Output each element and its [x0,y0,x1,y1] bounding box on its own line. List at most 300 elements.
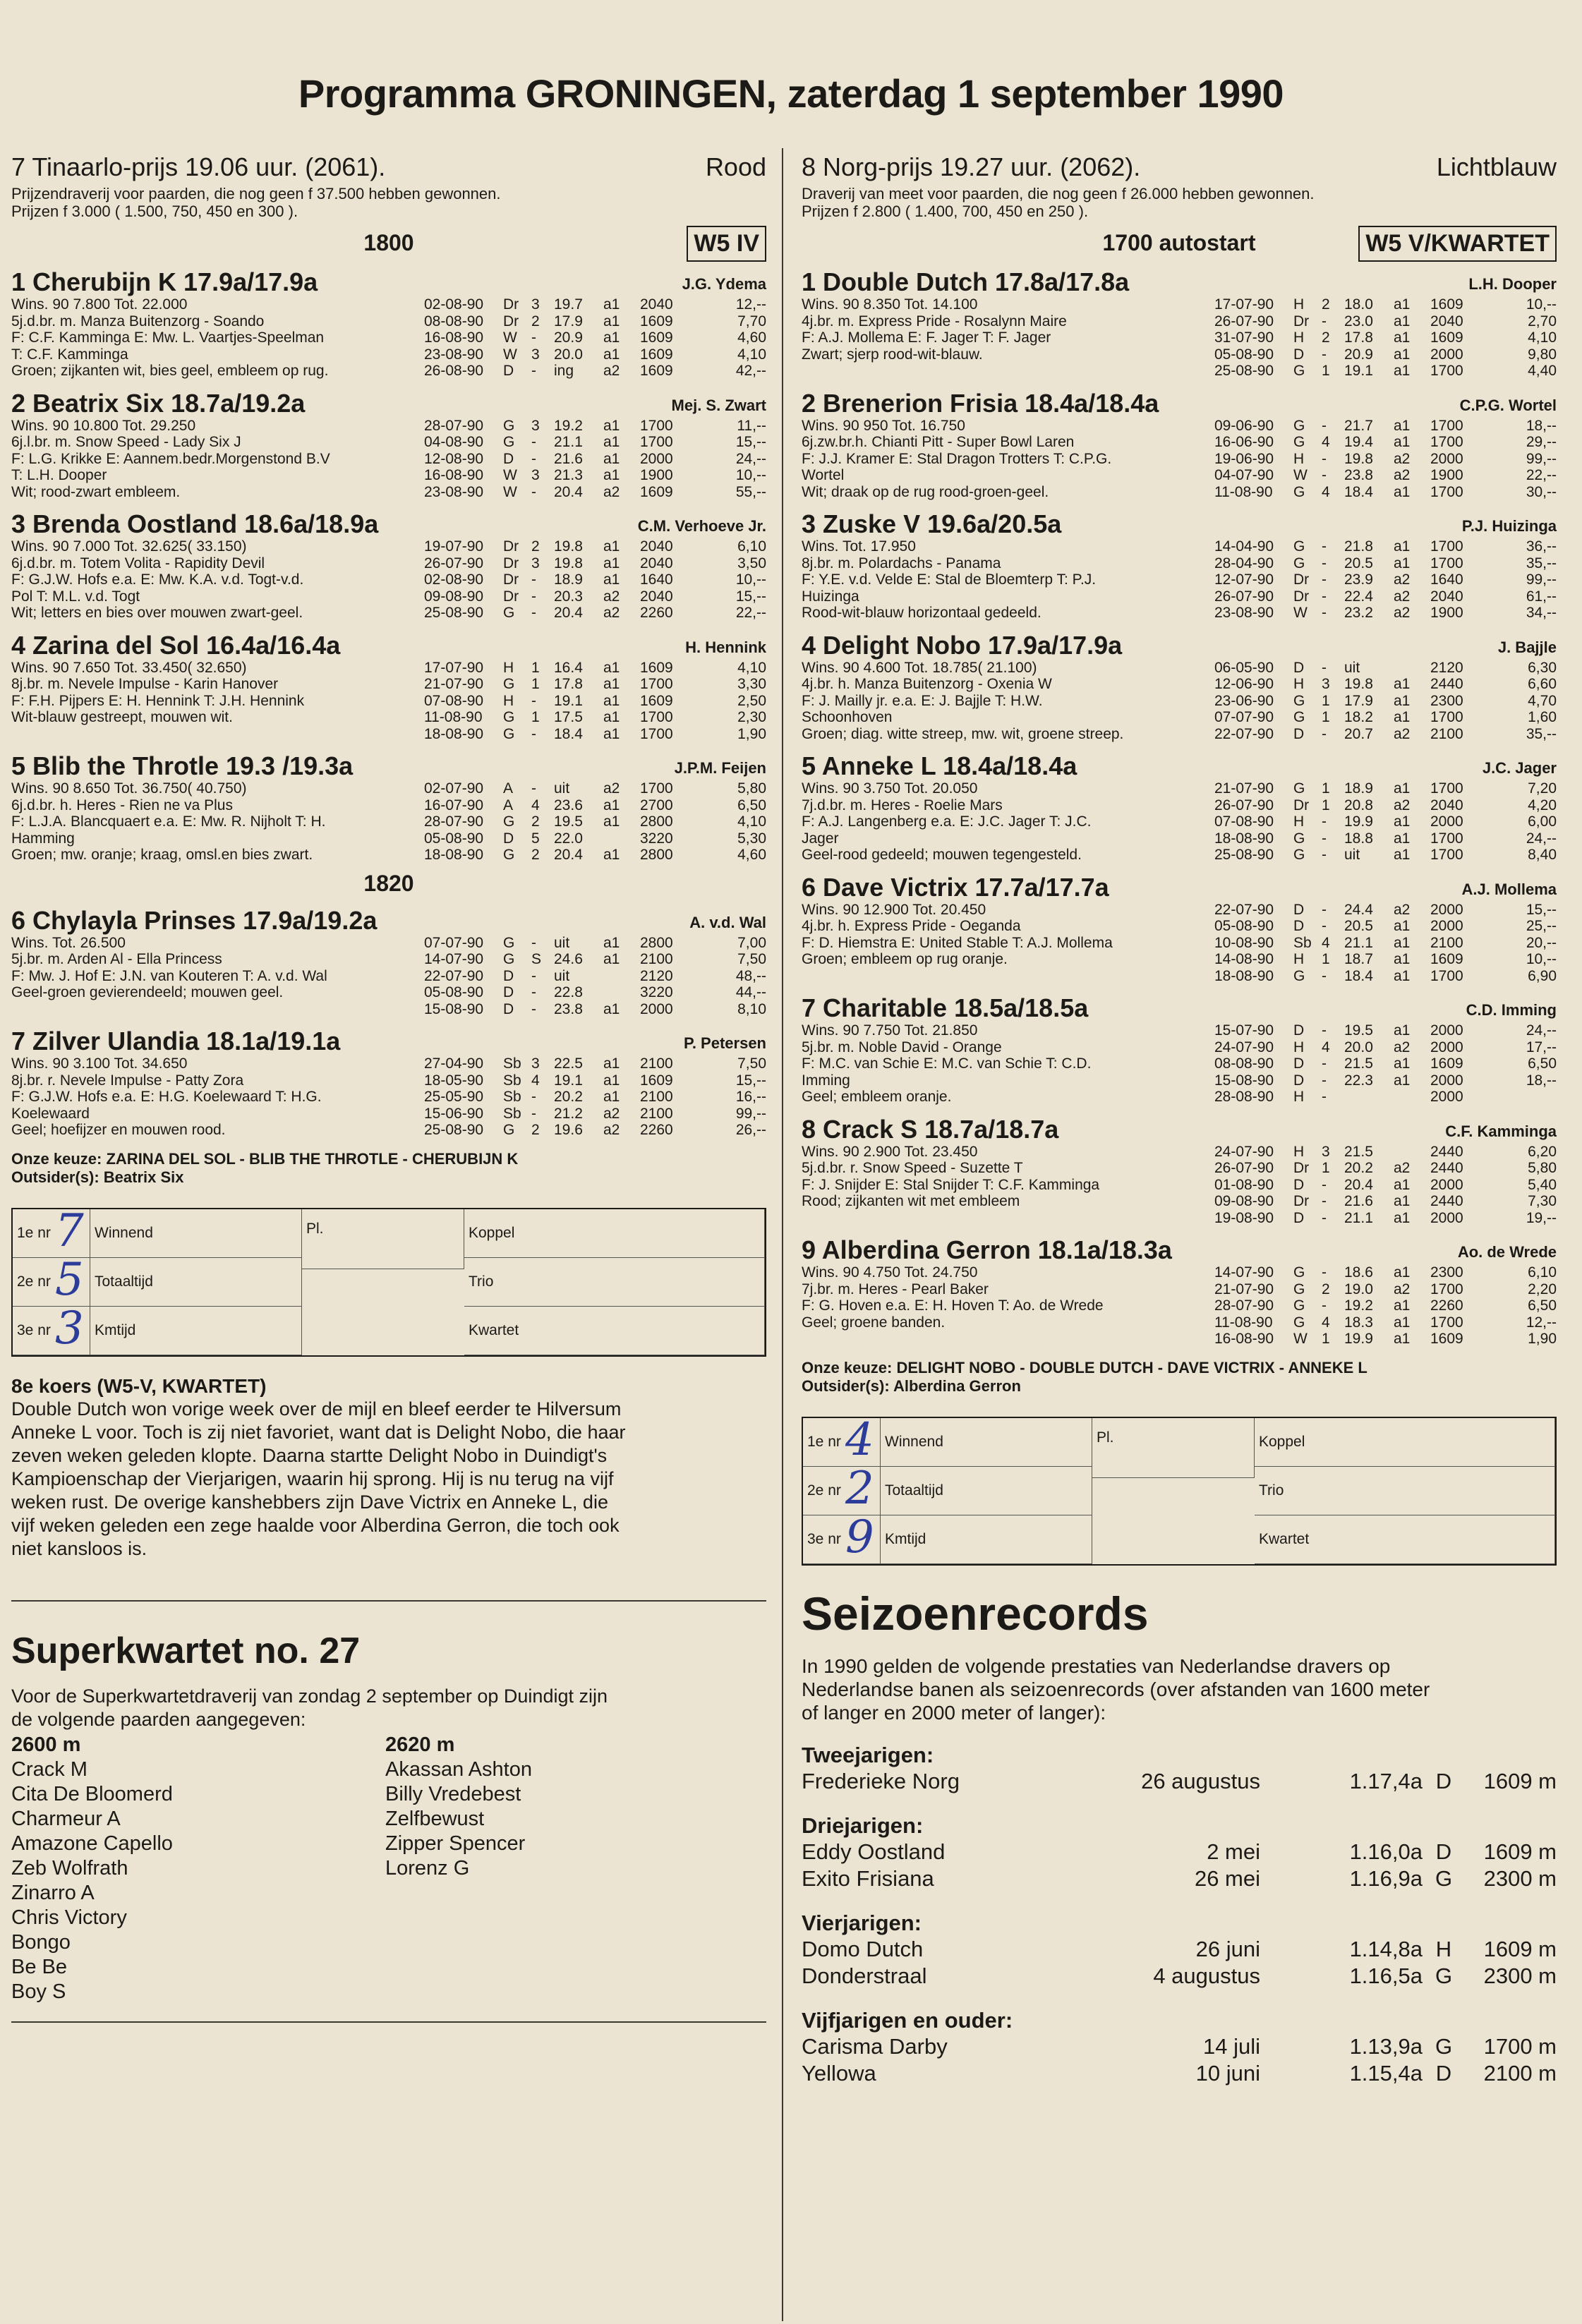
result-place: - [1322,450,1327,467]
result-place: 1 [1322,1331,1330,1347]
horse-info-line: 6j.l.br. m. Snow Speed - Lady Six J [11,434,241,450]
record-time: 1.16,9a [1349,1865,1423,1891]
result-time: 21.6 [1344,1193,1373,1209]
result-distance: 1700 [1430,780,1463,797]
superkwartet-horse: Be Be [11,1955,67,1978]
result-place: S [531,951,542,967]
result-track: G [1293,483,1305,500]
result-place: 1 [531,659,540,676]
result-time: 19.4 [1344,434,1373,450]
result-distance: 2040 [640,588,673,605]
result-date: 26-07-90 [424,555,484,571]
result-place: 4 [1322,1314,1330,1331]
result-place: - [1322,1055,1327,1072]
horse-info-line: Wins. 90 8.650 Tot. 36.750( 40.750) [11,780,247,797]
superkwartet-horse: Zelfbewust [385,1807,485,1830]
result-place: - [1322,417,1327,434]
handwritten-number: 4 [845,1413,874,1466]
kwartet-label: Kwartet [1255,1515,1555,1564]
result-start: a1 [603,313,620,329]
result-distance: 2000 [1430,1022,1463,1039]
horse-trainer: C.D. Imming [1466,1001,1557,1019]
result-date: 28-04-90 [1214,555,1274,571]
result-start: a1 [603,571,620,588]
result-place: - [1322,1193,1327,1209]
result-row [1214,797,1557,814]
horse-results [1214,780,1557,864]
result-place: - [531,967,536,984]
result-odds: 15,-- [735,434,766,450]
result-track: H [1293,329,1305,346]
result-distance: 2000 [1430,901,1463,918]
result-start: a1 [1394,434,1411,450]
result-distance: 1700 [1430,417,1463,434]
position-label [803,1511,881,1564]
result-track: Dr [1293,571,1310,588]
result-row [424,1072,766,1089]
result-odds: 11,-- [737,417,766,434]
horse-results [1214,1264,1557,1348]
result-odds: 5,80 [737,780,766,797]
result-start: a2 [603,588,620,605]
result-distance: 2100 [1430,934,1463,951]
result-place: - [1322,847,1327,863]
result-distance: 1700 [1430,555,1463,571]
result-odds: 6,10 [737,538,766,555]
horse-trainer: L.H. Dooper [1468,275,1557,293]
result-place: 3 [531,555,540,571]
result-row [1214,726,1557,743]
distance-separator: 1820 [363,870,414,896]
article-line: weken rust. De overige kanshebbers zijn Dave Victrix en Anneke L, die [11,1491,608,1513]
result-distance: 1640 [1430,571,1463,588]
result-track: H [503,659,514,676]
horse-info [11,296,424,380]
result-place: - [1322,813,1327,830]
result-row [424,484,766,501]
result-time: 21.5 [1344,1055,1373,1072]
result-distance: 2300 [1430,692,1463,709]
result-time: 19.9 [1344,813,1373,830]
superkwartet-intro [11,1685,766,1731]
race-conditions-line: Prijzendraverij voor paarden, die nog geen f 37.500 hebben gewonnen. [11,185,501,202]
result-place: 4 [1322,1039,1330,1055]
result-track: Dr [503,571,519,588]
result-time: 24.4 [1344,901,1373,918]
article-body [11,1398,766,1561]
result-track: Sb [503,1072,521,1089]
horse-name: 5 Anneke L 18.4a/18.4a [802,751,1077,780]
horse-details [802,296,1557,380]
result-date: 21-07-90 [1214,780,1274,797]
horse-name: 6 Chylayla Prinses 17.9a/19.2a [11,905,378,935]
horse-info-line: T: C.F. Kamminga [11,346,128,363]
result-place: - [531,1089,536,1105]
seizoenrecords-title: Seizoenrecords [802,1587,1149,1640]
result-date: 25-08-90 [1214,363,1274,379]
result-row [424,538,766,555]
horse-trainer: A. v.d. Wal [689,913,766,931]
horse-info-line: Zwart; sjerp rood-wit-blauw. [802,346,983,363]
result-start: a1 [1394,1193,1411,1209]
result-date: 01-08-90 [1214,1176,1274,1193]
horse-info [11,538,424,622]
horse-trainer: J.P.M. Feijen [674,759,766,777]
result-place: 3 [531,1055,540,1072]
result-row [424,296,766,313]
result-start: a1 [1394,967,1411,984]
result-distance: 3220 [640,830,673,847]
result-time: 20.4 [554,483,583,500]
result-time: 22.8 [554,984,583,1000]
result-odds: 10,-- [1526,951,1557,967]
race-section [11,148,766,1357]
result-date: 23-08-90 [1214,605,1274,621]
results-grid [802,1413,1557,1566]
outsider-text: Outsider(s): Alberdina Gerron [802,1376,1021,1395]
our-choice [11,1150,766,1187]
result-distance: 2000 [1430,1176,1463,1193]
result-track: D [503,967,514,984]
record-track: G [1435,2033,1453,2059]
horse-info-line: 7j.d.br. m. Heres - Roelie Mars [802,797,1003,813]
result-time: 20.5 [1344,555,1373,571]
article-line: Anneke L voor. Toch is zij niet favoriet, want dat is Delight Nobo, die haar [11,1421,626,1443]
result-place: - [1322,571,1327,588]
result-place: 4 [1322,483,1330,500]
result-place: - [1322,467,1327,483]
horse-info-line: Rood-wit-blauw horizontaal gedeeld. [802,605,1041,621]
result-row [424,726,766,743]
result-track: Dr [503,296,519,313]
horse-entry [11,1027,766,1139]
result-distance: 1700 [1430,434,1463,450]
horse-details [11,780,766,864]
result-place: - [531,329,536,346]
result-odds: 9,80 [1528,346,1557,363]
result-start: a2 [1394,588,1411,605]
result-date: 12-07-90 [1214,571,1274,588]
result-distance: 1609 [640,659,673,676]
horse-entry [11,268,766,380]
horse-info-line: Wit; draak op de rug rood-groen-geel. [802,483,1049,500]
result-start: a2 [1394,901,1411,918]
record-row [802,1865,1557,1892]
result-distance: 2260 [1430,1297,1463,1314]
result-row [1214,329,1557,346]
result-distance: 1609 [640,1072,673,1089]
result-row [1214,847,1557,864]
result-time: 20.2 [1344,1160,1373,1176]
result-odds: 25,-- [1526,918,1557,934]
horse-results [424,418,766,501]
result-date: 19-06-90 [1214,450,1274,467]
result-date: 18-08-90 [1214,967,1274,984]
result-odds: 16,-- [735,1089,766,1105]
result-place: 4 [1322,934,1330,951]
record-distance: 1609 m [1483,1839,1557,1864]
race-color: Rood [705,152,766,181]
result-place: - [1322,1089,1327,1105]
result-start: a1 [603,417,620,434]
record-distance: 1700 m [1483,2033,1557,2059]
result-odds: 5,30 [737,830,766,847]
superkwartet-horse: Lorenz G [385,1856,470,1880]
result-date: 05-08-90 [1214,918,1274,934]
horse-results [1214,902,1557,985]
result-row [1214,467,1557,484]
horse-details [802,538,1557,622]
result-distance: 2040 [640,555,673,571]
distance-row [11,223,766,268]
result-date: 26-07-90 [1214,797,1274,813]
horse-info-line: F: M.C. van Schie E: M.C. van Schie T: C.D. [802,1055,1092,1072]
page-title: Programma GRONINGEN, zaterdag 1 september 1990 [298,71,1284,116]
record-distance: 1609 m [1483,1768,1557,1793]
result-start: a1 [603,847,620,863]
result-track: W [1293,467,1308,483]
result-odds: 24,-- [1526,1022,1557,1039]
result-time: 20.4 [554,605,583,621]
result-date: 22-07-90 [1214,725,1274,742]
result-distance: 2120 [1430,659,1463,676]
result-distance: 1700 [640,676,673,692]
result-start: a1 [1394,830,1411,847]
result-time: 21.1 [554,434,583,450]
result-row [424,1055,766,1072]
result-row [424,709,766,726]
result-date: 23-08-90 [424,483,484,500]
result-start: a1 [603,725,620,742]
result-time: 16.4 [554,659,583,676]
totaaltijd-label: Totaaltijd [90,1258,302,1307]
result-odds: 6,00 [1528,813,1557,830]
result-time: 17.9 [554,313,583,329]
result-odds: 6,90 [1528,967,1557,984]
race-conditions [802,185,1557,220]
result-track: D [1293,1209,1305,1226]
result-row [424,329,766,346]
result-odds: 12,-- [735,296,766,313]
result-time: 21.5 [1344,1143,1373,1160]
position-label [13,1302,90,1355]
record-horse: Exito Frisiana [802,1865,934,1891]
result-time: 18.8 [1344,830,1373,847]
result-track: G [1293,1297,1305,1314]
result-track: G [503,934,515,951]
result-start: a1 [1394,483,1411,500]
result-date: 02-08-90 [424,296,484,313]
result-odds: 99,-- [735,1105,766,1122]
superkwartet-horse: Crack M [11,1757,87,1781]
result-row [424,780,766,797]
result-track: Dr [503,588,519,605]
result-date: 24-07-90 [1214,1039,1274,1055]
horse-info-line: 6j.d.br. m. Totem Volita - Rapidity Devil [11,555,265,571]
record-date: 2 mei [1207,1839,1260,1864]
record-time: 1.16,0a [1349,1839,1423,1864]
result-row [424,346,766,363]
result-time: 19.7 [554,296,583,313]
result-time: uit [1344,659,1360,676]
result-time: 24.6 [554,951,583,967]
result-date: 07-07-90 [1214,709,1274,725]
intro-line: of langer en 2000 meter of langer): [802,1701,1106,1724]
result-time: 19.6 [554,1122,583,1138]
result-row [424,1089,766,1106]
result-start: a1 [603,1055,620,1072]
article-line: zeven weken geleden klopte. Daarna startte Delight Nobo in Duindigt's [11,1444,608,1466]
result-distance: 1700 [640,725,673,742]
result-place: - [531,934,536,951]
superkwartet-horse: Billy Vredebest [385,1782,521,1805]
result-time: 18.2 [1344,709,1373,725]
result-track: G [503,676,515,692]
result-date: 05-08-90 [424,984,484,1000]
result-odds: 22,-- [735,605,766,621]
horse-info-line: 8j.br. m. Polardachs - Panama [802,555,1001,571]
result-odds: 48,-- [735,967,766,984]
position-label-text: 1e nr [17,1224,51,1241]
result-row [1214,918,1557,935]
result-date: 23-06-90 [1214,692,1274,709]
result-start: a1 [603,659,620,676]
position-label-text: 3e nr [807,1530,841,1547]
result-time: uit [554,967,570,984]
result-date: 16-06-90 [1214,434,1274,450]
result-date: 11-08-90 [1214,483,1273,500]
result-odds: 7,20 [1528,780,1557,797]
result-date: 12-06-90 [1214,676,1274,692]
result-start: a2 [603,363,620,379]
record-horse: Yellowa [802,2060,876,2086]
horse-trainer: Mej. S. Zwart [671,396,766,414]
result-place: - [1322,1209,1327,1226]
result-distance: 2000 [1430,346,1463,363]
result-start: a1 [1394,329,1411,346]
result-distance: 2100 [1430,725,1463,742]
result-start: a1 [603,709,620,725]
result-place: - [1322,313,1327,329]
section-divider [11,1600,766,1602]
winnend-label: Winnend [881,1418,1092,1467]
result-row [424,693,766,710]
result-start [1394,660,1430,677]
result-track: G [1293,709,1305,725]
result-odds: 4,60 [737,847,766,863]
result-track: D [1293,1022,1305,1039]
horse-info-line: 4j.br. h. Express Pride - Oeganda [802,918,1021,934]
result-odds: 24,-- [1526,830,1557,847]
result-start [603,984,640,1001]
horse-entry [802,873,1557,985]
record-horse: Donderstraal [802,1963,927,1988]
result-time: 23.6 [554,797,583,813]
horse-entry [802,268,1557,380]
record-row [802,2033,1557,2060]
race-header [802,148,1557,181]
position-label-text: 2e nr [807,1482,841,1499]
result-time: 22.5 [554,1055,583,1072]
result-track: G [503,1122,515,1138]
result-odds: 7,00 [737,934,766,951]
horse-info-line: Wins. 90 7.750 Tot. 21.850 [802,1022,978,1039]
result-odds: 4,10 [737,659,766,676]
left-column [11,148,766,2051]
horse-results [424,780,766,864]
result-start [603,830,640,847]
result-distance: 1700 [1430,538,1463,555]
horse-info-line: 5j.d.br. m. Manza Buitenzorg - Soando [11,313,265,329]
result-row [424,451,766,468]
result-odds: 4,10 [1528,329,1557,346]
result-distance: 2440 [1430,1160,1463,1176]
result-time: ing [554,363,574,379]
result-distance: 1609 [640,346,673,363]
result-place: - [1322,588,1327,605]
result-start: a1 [1394,1331,1411,1347]
superkwartet-col-2620 [385,1733,759,2004]
race-conditions-line: Prijzen f 3.000 ( 1.500, 750, 450 en 300 ). [11,202,298,220]
records-list [802,1743,1557,2087]
result-distance: 2000 [640,1000,673,1017]
horse-info-line: Wins. 90 7.650 Tot. 33.450( 32.650) [11,659,247,676]
horse-entry [11,510,766,622]
result-row [1214,588,1557,605]
horse-details [11,1055,766,1139]
horse-info-line: Wins. 90 4.750 Tot. 24.750 [802,1264,978,1281]
result-distance: 2440 [1430,676,1463,692]
result-row [1214,1281,1557,1298]
result-odds: 18,-- [1526,1072,1557,1089]
result-track: Dr [1293,797,1310,813]
result-place: - [531,571,536,588]
result-track: G [1293,434,1305,450]
record-horse: Eddy Oostland [802,1839,946,1864]
result-start: a1 [1394,1314,1411,1331]
horse-info-line: Pol T: M.L. v.d. Togt [11,588,140,605]
horse-details [11,296,766,380]
result-date: 24-07-90 [1214,1143,1274,1160]
result-distance: 1700 [640,434,673,450]
result-odds [1485,1089,1557,1106]
horse-trainer: H. Hennink [685,638,766,656]
horse-details [11,660,766,743]
result-time: uit [554,780,570,797]
record-distance: 2100 m [1483,2060,1557,2086]
result-start: a2 [1394,467,1411,483]
article-line: vijf weken geleden een zege haalde voor Alberdina Gerron, die toch ook [11,1514,620,1536]
superkwartet-horse: Zinarro A [11,1881,95,1904]
result-odds: 4,10 [737,346,766,363]
result-distance: 1700 [1430,847,1463,863]
result-row [1214,660,1557,677]
result-start: a1 [603,555,620,571]
result-start [603,968,640,985]
result-distance: 2100 [640,1055,673,1072]
result-start: a1 [1394,555,1411,571]
horse-info-line: Wins. 90 7.000 Tot. 32.625( 33.150) [11,538,247,555]
result-row [1214,296,1557,313]
horse-info-line: Schoonhoven [802,709,893,725]
result-date: 22-07-90 [424,967,484,984]
race-section [802,148,1557,1566]
result-row [1214,418,1557,435]
result-start [1394,1089,1430,1106]
result-date: 02-08-90 [424,571,484,588]
result-start: a1 [1394,1297,1411,1314]
result-distance: 2120 [640,967,673,984]
